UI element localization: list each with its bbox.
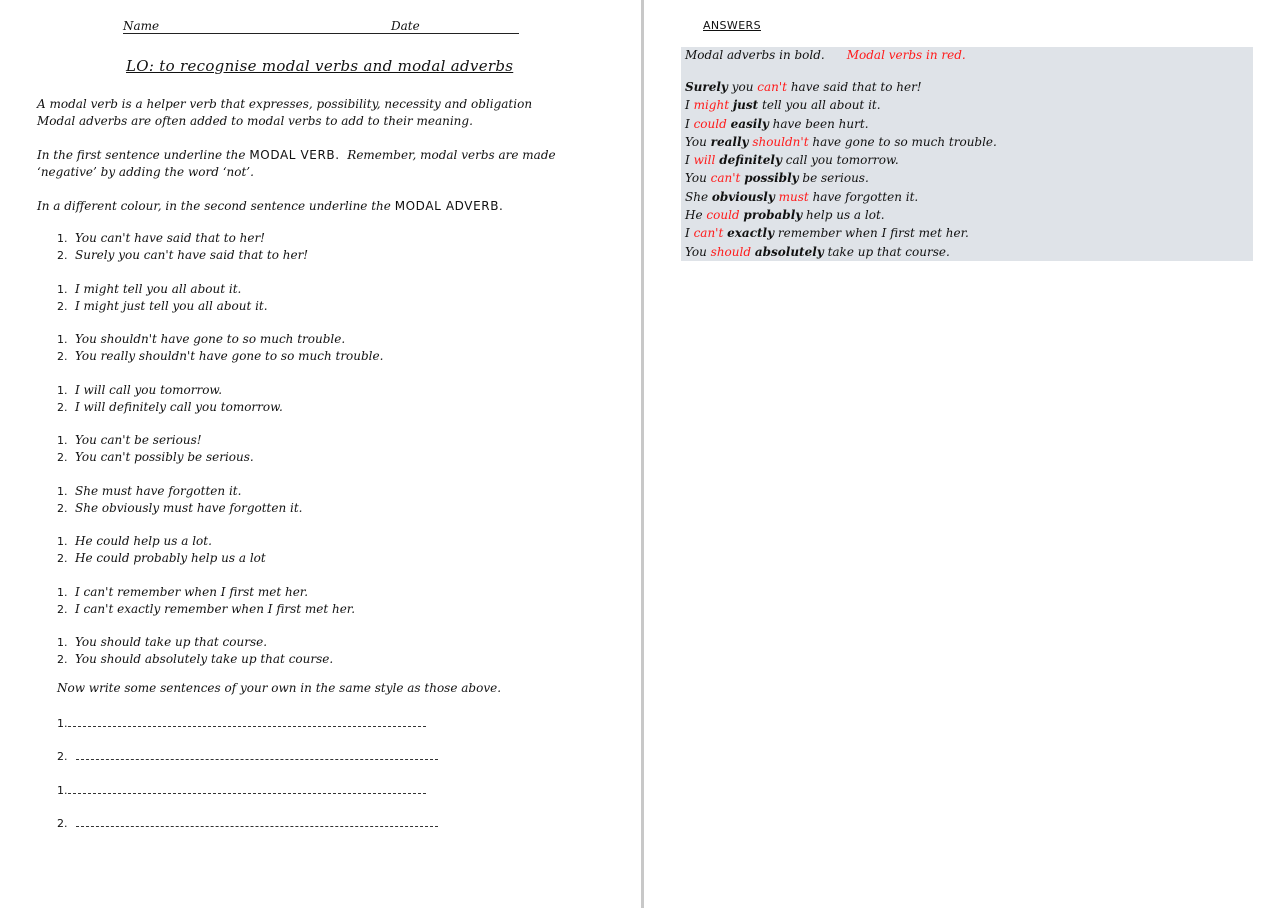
sentence-rest: have gone to so much trouble. xyxy=(808,134,997,149)
sentence-rest: help us a lot. xyxy=(802,208,885,223)
write-line-3[interactable] xyxy=(57,783,426,797)
write-line-number: 2. xyxy=(57,817,68,830)
sentence-start: You xyxy=(685,171,711,186)
instruction-2 xyxy=(37,198,597,215)
write-line-number: 1. xyxy=(57,717,68,730)
modal-adverb: really xyxy=(710,134,749,149)
date-label: Date xyxy=(391,19,420,33)
sentence-second: You should absolutely take up that course. xyxy=(75,652,334,666)
answer-blank[interactable] xyxy=(76,749,438,760)
number-label: 2. xyxy=(57,602,68,616)
answer-line xyxy=(685,188,997,206)
number-label: 1. xyxy=(57,232,68,245)
sentence-start: I xyxy=(685,98,694,113)
exercise-pair xyxy=(57,281,383,315)
answer-list xyxy=(685,78,997,261)
modal-verb: will xyxy=(693,153,716,168)
write-line-1[interactable] xyxy=(57,716,426,730)
worksheet-page xyxy=(0,0,642,908)
modal-adverb: easily xyxy=(730,116,769,131)
instruction-1-line-2: ‘negative’ by adding the word ‘not’. xyxy=(37,165,254,179)
sentence-second: He could probably help us a lot xyxy=(75,551,266,565)
write-line-2[interactable] xyxy=(57,749,438,763)
sentence-second: Surely you can't have said that to her! xyxy=(75,248,309,262)
answer-line xyxy=(685,151,997,169)
sentence-first: You can't be serious! xyxy=(75,433,202,447)
own-sentences-prompt: Now write some sentences of your own in the same style as those above. xyxy=(57,681,502,695)
definition-paragraph xyxy=(37,96,597,130)
sentence-rest: have forgotten it. xyxy=(808,189,919,204)
instruction-2-text: In a different colour, in the second sentence underline the xyxy=(37,199,395,213)
sentence-first: I will call you tomorrow. xyxy=(75,382,223,397)
modal-adverb: obviously xyxy=(711,189,775,204)
answers-heading: ANSWERS xyxy=(703,19,761,32)
learning-objective-title: LO: to recognise modal verbs and modal adverbs xyxy=(126,57,514,75)
sentence-first: You shouldn't have gone to so much trouble. xyxy=(75,332,346,346)
number-label: 1. xyxy=(57,434,68,447)
exercise-pair xyxy=(57,382,383,416)
answer-blank[interactable] xyxy=(68,716,426,727)
number-label: 1. xyxy=(57,383,68,397)
answer-line xyxy=(685,206,997,224)
modal-adverb: just xyxy=(732,98,759,113)
number-label: 2. xyxy=(57,451,68,464)
answer-line xyxy=(685,224,997,242)
sentence-first: I might tell you all about it. xyxy=(75,281,242,296)
number-label: 2. xyxy=(57,350,68,363)
answer-line xyxy=(685,96,997,114)
sentence-second: I will definitely call you tomorrow. xyxy=(75,399,283,414)
sentence-second: She obviously must have forgotten it. xyxy=(75,500,303,515)
modal-adverb: definitely xyxy=(719,153,782,168)
answer-key-legend xyxy=(685,48,966,62)
sentence-first: I can't remember when I first met her. xyxy=(75,584,309,599)
number-label: 1. xyxy=(57,333,68,346)
answer-line xyxy=(685,133,997,151)
definition-line-1: A modal verb is a helper verb that expresses, possibility, necessity and obligation xyxy=(37,97,533,111)
key-red-text: Modal verbs in red. xyxy=(846,48,966,62)
answer-line xyxy=(685,169,997,187)
sentence-first: He could help us a lot. xyxy=(75,534,212,548)
exercise-pair xyxy=(57,533,383,567)
instruction-1 xyxy=(37,147,597,181)
modal-adverb: Surely xyxy=(685,80,728,94)
modal-verb: can't xyxy=(710,171,741,186)
modal-adverb: exactly xyxy=(727,226,775,241)
modal-verb: shouldn't xyxy=(752,134,809,149)
answer-blank[interactable] xyxy=(68,783,426,794)
sentence-start: You xyxy=(685,134,711,149)
number-label: 1. xyxy=(57,585,68,599)
modal-verb: can't xyxy=(757,80,787,94)
answer-line xyxy=(685,115,997,133)
number-label: 2. xyxy=(57,501,68,515)
number-label: 2. xyxy=(57,653,68,666)
intro-text xyxy=(37,96,597,232)
sentence-start: She xyxy=(685,189,712,204)
sentence-rest: have said that to her! xyxy=(787,80,922,94)
sentence-second: I might just tell you all about it. xyxy=(75,298,268,313)
write-line-number: 1. xyxy=(57,784,68,797)
sentence-start: I xyxy=(685,226,694,241)
modal-verb: could xyxy=(706,208,740,223)
exercise-pair xyxy=(57,483,383,517)
instruction-1-text: In the first sentence underline the xyxy=(37,148,250,162)
sentence-first: You should take up that course. xyxy=(75,635,268,649)
sentence-rest: take up that course. xyxy=(823,244,950,259)
sentence-start: I xyxy=(685,116,694,131)
modal-verb: could xyxy=(693,116,727,131)
exercise-pair xyxy=(57,432,383,466)
sentence-start: I xyxy=(685,153,694,168)
answer-line xyxy=(685,243,997,261)
modal-adverb: possibly xyxy=(744,171,799,186)
exercise-pair xyxy=(57,634,383,668)
modal-verb-caps: MODAL VERB. xyxy=(249,148,340,162)
modal-adverb: absolutely xyxy=(754,244,824,259)
write-line-4[interactable] xyxy=(57,816,438,830)
sentence-rest: be serious. xyxy=(798,171,869,186)
sentence-second: I can't exactly remember when I first met her. xyxy=(75,601,356,616)
sentence-rest: have been hurt. xyxy=(768,116,869,131)
modal-verb: must xyxy=(778,189,809,204)
sentence-rest: remember when I first met her. xyxy=(774,226,969,241)
answers-page xyxy=(644,0,1287,908)
exercise-pair xyxy=(57,230,383,264)
exercise-pair xyxy=(57,331,383,365)
number-label: 2. xyxy=(57,249,68,262)
instruction-1-text-b: Remember, modal verbs are made xyxy=(339,148,556,162)
number-label: 1. xyxy=(57,636,68,649)
answer-blank[interactable] xyxy=(76,816,438,827)
modal-adverb: probably xyxy=(743,208,803,223)
definition-line-2: Modal adverbs are often added to modal verbs to add to their meaning. xyxy=(37,114,473,128)
sentence-first: She must have forgotten it. xyxy=(75,483,242,498)
exercise-list xyxy=(57,230,383,685)
number-label: 1. xyxy=(57,535,68,548)
number-label: 1. xyxy=(57,484,68,498)
modal-adverb-caps: MODAL ADVERB. xyxy=(394,199,504,213)
write-line-number: 2. xyxy=(57,750,68,763)
number-label: 2. xyxy=(57,400,68,414)
name-date-line xyxy=(123,19,519,34)
sentence-first: You can't have said that to her! xyxy=(75,231,266,245)
answer-box xyxy=(681,47,1253,261)
sentence-rest: call you tomorrow. xyxy=(781,153,899,168)
sentence-start: You xyxy=(685,244,711,259)
name-label: Name xyxy=(123,19,160,33)
modal-verb: might xyxy=(693,98,730,113)
sentence-second: You really shouldn't have gone to so much trouble. xyxy=(75,349,384,363)
exercise-pair xyxy=(57,584,383,618)
answer-line: Surely you can't have said that to her! xyxy=(685,80,922,94)
modal-verb: can't xyxy=(693,226,724,241)
number-label: 1. xyxy=(57,282,68,296)
sentence-second: You can't possibly be serious. xyxy=(75,450,254,464)
number-label: 2. xyxy=(57,552,68,565)
key-bold-text: Modal adverbs in bold. xyxy=(685,48,825,62)
sentence-rest: tell you all about it. xyxy=(758,98,881,113)
sentence-start: He xyxy=(685,208,707,223)
number-label: 2. xyxy=(57,299,68,313)
modal-verb: should xyxy=(710,244,752,259)
